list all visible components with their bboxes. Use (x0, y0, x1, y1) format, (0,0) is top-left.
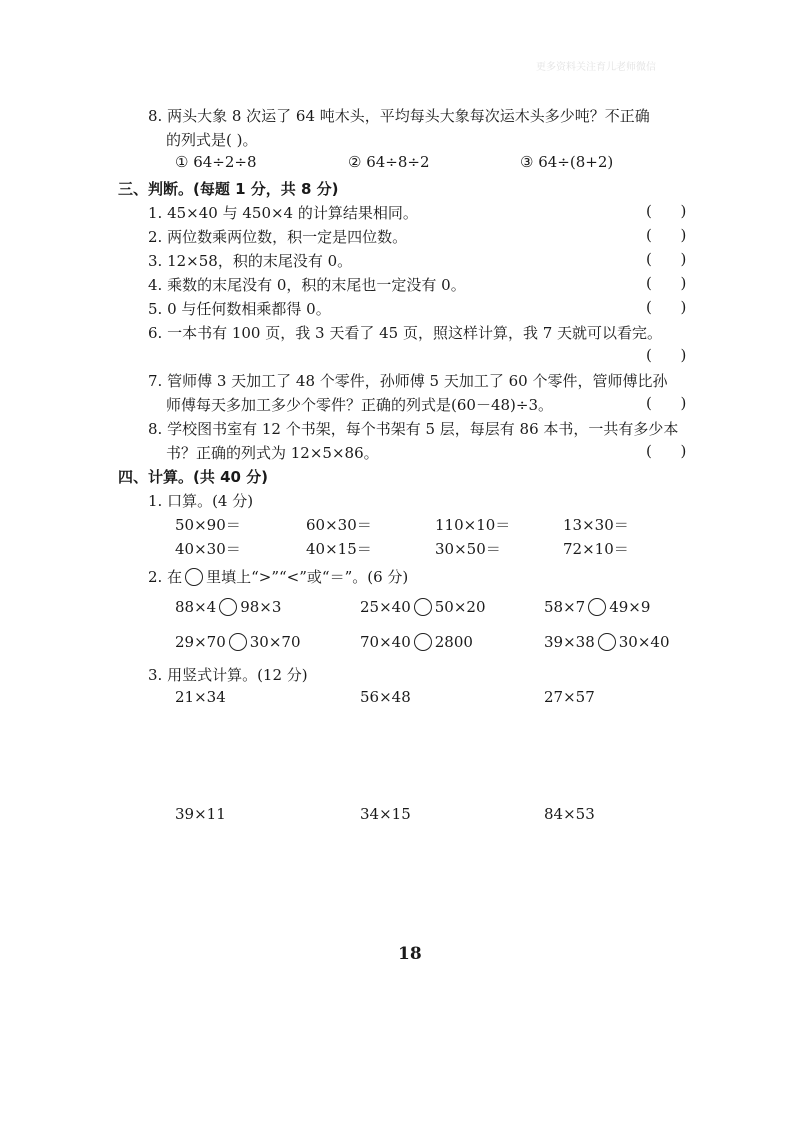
vertical-calc-title: 3. 用竖式计算。(12 分) (148, 666, 308, 684)
compare-title-pre: 2. 在 (148, 568, 183, 586)
compare-right: 50×20 (434, 598, 486, 616)
judge-answer-7[interactable]: ( ) (646, 394, 687, 412)
compare-right: 30×40 (618, 633, 670, 651)
vertical-item: 56×48 (360, 688, 411, 706)
section3-title: 三、判断。(每题 1 分，共 8 分) (118, 180, 339, 198)
compare-left: 29×70 (175, 633, 226, 651)
compare-item (360, 598, 486, 616)
circle-icon (185, 568, 203, 586)
vertical-item: 84×53 (544, 805, 595, 823)
vertical-item: 39×11 (175, 805, 226, 823)
compare-circle[interactable] (219, 598, 237, 616)
compare-right: 98×3 (240, 598, 282, 616)
compare-right: 49×9 (609, 598, 651, 616)
compare-item (360, 633, 473, 651)
choice-q8-line2: 的列式是( )。 (166, 131, 258, 149)
compare-circle[interactable] (414, 633, 432, 651)
judge-item-6: 6. 一本书有 100 页，我 3 天看了 45 页，照这样计算，我 7 天就可以看完。 (148, 324, 663, 342)
compare-circle[interactable] (598, 633, 616, 651)
vertical-item: 21×34 (175, 688, 226, 706)
judge-answer-3[interactable]: ( ) (646, 250, 687, 268)
compare-left: 25×40 (360, 598, 411, 616)
compare-right: 30×70 (249, 633, 301, 651)
compare-item (175, 633, 301, 651)
choice-q8-option-1: ① 64÷2÷8 (175, 153, 257, 171)
judge-item-8-line2: 书？正确的列式为 12×5×86。 (166, 444, 379, 462)
judge-answer-1[interactable]: ( ) (646, 202, 687, 220)
compare-left: 58×7 (544, 598, 586, 616)
compare-item (544, 633, 670, 651)
vertical-item: 34×15 (360, 805, 411, 823)
oral-calc-title: 1. 口算。(4 分) (148, 492, 254, 510)
judge-item-2: 2. 两位数乘两位数，积一定是四位数。 (148, 228, 408, 246)
judge-answer-6[interactable]: ( ) (646, 346, 687, 364)
oral-item: 60×30＝ (306, 516, 372, 534)
judge-item-8-line1: 8. 学校图书室有 12 个书架，每个书架有 5 层，每层有 86 本书，一共有多少本 (148, 420, 679, 438)
compare-item (544, 598, 650, 616)
compare-left: 70×40 (360, 633, 411, 651)
oral-item: 50×90＝ (175, 516, 241, 534)
section4-title: 四、计算。(共 40 分) (118, 468, 269, 486)
page-number: 18 (398, 944, 422, 964)
compare-title (148, 566, 408, 587)
compare-item (175, 598, 281, 616)
judge-answer-8[interactable]: ( ) (646, 442, 687, 460)
compare-left: 88×4 (175, 598, 217, 616)
compare-right: 2800 (434, 633, 473, 651)
compare-circle[interactable] (414, 598, 432, 616)
judge-item-4: 4. 乘数的末尾没有 0，积的末尾也一定没有 0。 (148, 276, 466, 294)
compare-title-post: 里填上“>”“<”或“＝”。(6 分) (206, 568, 409, 586)
choice-q8-option-3: ③ 64÷(8+2) (520, 153, 614, 171)
oral-item: 13×30＝ (563, 516, 629, 534)
judge-answer-5[interactable]: ( ) (646, 298, 687, 316)
oral-item: 30×50＝ (435, 540, 501, 558)
compare-circle[interactable] (229, 633, 247, 651)
oral-item: 40×30＝ (175, 540, 241, 558)
oral-item: 110×10＝ (435, 516, 511, 534)
judge-answer-2[interactable]: ( ) (646, 226, 687, 244)
judge-item-3: 3. 12×58，积的末尾没有 0。 (148, 252, 353, 270)
vertical-item: 27×57 (544, 688, 595, 706)
judge-item-7-line1: 7. 管师傅 3 天加工了 48 个零件，孙师傅 5 天加工了 60 个零件，管师傅比孙 (148, 372, 668, 390)
oral-item: 72×10＝ (563, 540, 629, 558)
choice-q8-option-2: ② 64÷8÷2 (348, 153, 430, 171)
compare-left: 39×38 (544, 633, 595, 651)
judge-answer-4[interactable]: ( ) (646, 274, 687, 292)
judge-item-5: 5. 0 与任何数相乘都得 0。 (148, 300, 331, 318)
judge-item-1: 1. 45×40 与 450×4 的计算结果相同。 (148, 204, 418, 222)
judge-item-7-line2: 师傅每天多加工多少个零件？正确的列式是(60－48)÷3。 (166, 396, 553, 414)
watermark-text: 更多资料关注育儿老师微信 (536, 62, 656, 73)
choice-q8-line1: 8. 两头大象 8 次运了 64 吨木头，平均每头大象每次运木头多少吨？不正确 (148, 107, 650, 125)
oral-item: 40×15＝ (306, 540, 372, 558)
compare-circle[interactable] (588, 598, 606, 616)
